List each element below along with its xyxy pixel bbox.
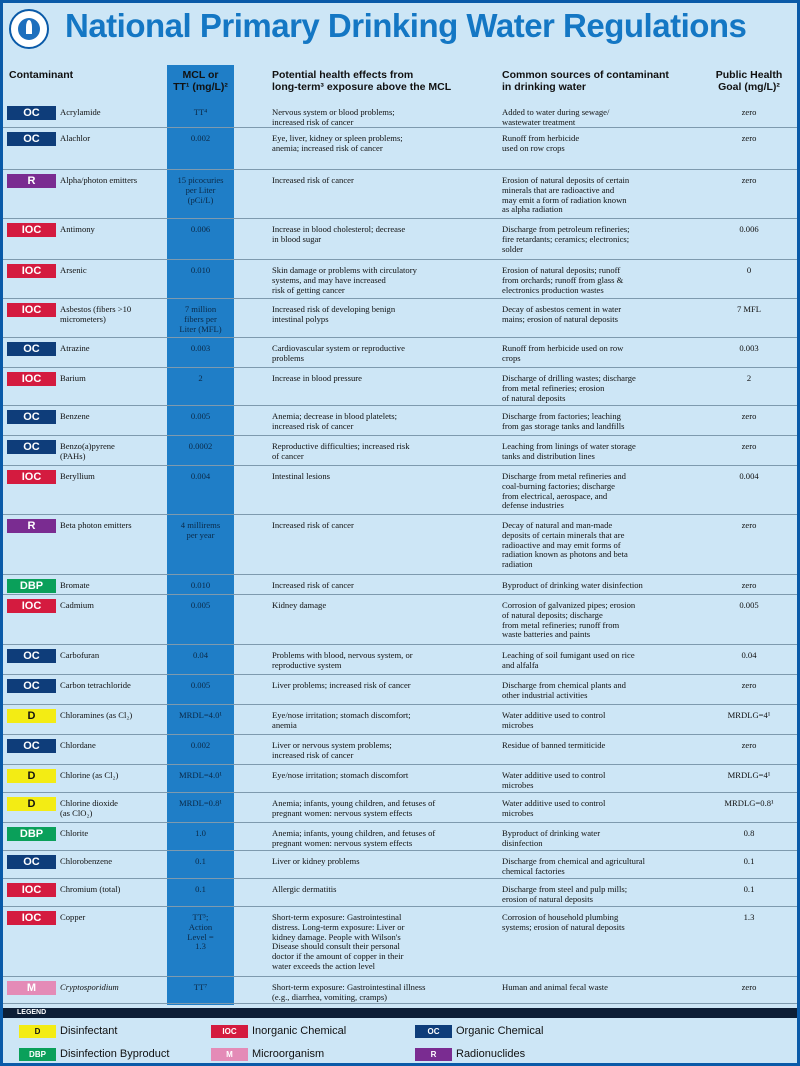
common-sources: Water additive used to control microbes bbox=[502, 798, 606, 818]
mcl-value: 0.010 bbox=[190, 580, 211, 590]
legend-swatch: M bbox=[211, 1048, 248, 1061]
health-effects: Liver problems; increased risk of cancer bbox=[272, 680, 411, 690]
common-sources: Water additive used to control microbes bbox=[502, 710, 606, 730]
health-effects: Kidney damage bbox=[272, 600, 327, 610]
mcl-value: 0.1 bbox=[195, 856, 206, 866]
common-sources: Discharge from steel and pulp mills; erosion of natural deposits bbox=[502, 884, 628, 904]
table-row bbox=[3, 907, 797, 977]
mcl-value: MRDL=4.0¹ bbox=[179, 770, 222, 780]
epa-seal-icon bbox=[9, 9, 49, 49]
legend-label: Microorganism bbox=[252, 1048, 325, 1060]
mcl-value: MRDL=4.0¹ bbox=[179, 710, 222, 720]
poster bbox=[3, 3, 797, 1063]
mcl-value: 0.005 bbox=[190, 680, 211, 690]
contaminant-name: Chromium (total) bbox=[60, 884, 121, 894]
table-row bbox=[3, 299, 797, 338]
category-badge: OC bbox=[7, 440, 56, 454]
category-badge: IOC bbox=[7, 599, 56, 613]
col-header-mcl: MCL or TT¹ (mg/L)² bbox=[173, 69, 228, 93]
health-goal: 7 MFL bbox=[736, 304, 762, 314]
health-goal: zero bbox=[741, 411, 757, 421]
contaminant-name: Cadmium bbox=[60, 600, 94, 610]
health-effects: Problems with blood, nervous system, or reproductive system bbox=[272, 650, 413, 670]
mcl-value: 1.0 bbox=[195, 828, 206, 838]
table-row bbox=[3, 823, 797, 851]
category-badge: IOC bbox=[7, 303, 56, 317]
contaminant-name: Asbestos (fibers >10 micrometers) bbox=[60, 304, 132, 324]
legend-label: Disinfection Byproduct bbox=[60, 1048, 170, 1060]
contaminant-name: Cryptosporidium bbox=[60, 982, 119, 992]
contaminant-name: Bromate bbox=[60, 580, 90, 590]
category-badge: IOC bbox=[7, 223, 56, 237]
category-badge: OC bbox=[7, 132, 56, 146]
legend-label: Radionuclides bbox=[456, 1048, 526, 1060]
common-sources: Decay of natural and man-made deposits of certain minerals that are radioactive and may emit forms of radiation known as photons and beta radiation bbox=[502, 520, 628, 570]
health-effects: Short-term exposure: Gastrointestinal distress. Long-term exposure: Liver or kidney damage. People with Wilson's Disease should consult their personal doctor if the amount of copper in their water exceeds the action level bbox=[272, 912, 405, 971]
health-goal: 0.8 bbox=[743, 828, 755, 838]
health-effects: Skin damage or problems with circulatory systems, and may have increased risk of getting cancer bbox=[272, 265, 417, 295]
health-goal: MRDLG=4¹ bbox=[727, 770, 771, 780]
mcl-value: 0.006 bbox=[190, 224, 211, 234]
page-title: National Primary Drinking Water Regulations bbox=[65, 7, 747, 44]
category-badge: OC bbox=[7, 410, 56, 424]
health-effects: Eye/nose irritation; stomach discomfort bbox=[272, 770, 409, 780]
mcl-value: TT⁷ bbox=[193, 982, 208, 992]
common-sources: Runoff from herbicide used on row crops bbox=[502, 133, 580, 153]
table-row bbox=[3, 466, 797, 515]
contaminant-name: Chlorine (as Cl₂) bbox=[60, 770, 119, 780]
category-badge: DBP bbox=[7, 579, 56, 593]
col-header-goal: Public Health Goal (mg/L)² bbox=[715, 69, 783, 93]
contaminant-name: Acrylamide bbox=[60, 107, 101, 117]
table-row bbox=[3, 406, 797, 436]
table-row bbox=[3, 977, 797, 1004]
table-row bbox=[3, 260, 797, 299]
category-badge: IOC bbox=[7, 372, 56, 386]
health-goal: 0.1 bbox=[743, 856, 755, 866]
common-sources: Runoff from herbicide used on row crops bbox=[502, 343, 624, 363]
health-goal: MRDLG=4¹ bbox=[727, 710, 771, 720]
health-goal: 0.004 bbox=[739, 471, 759, 481]
common-sources: Discharge of drilling wastes; discharge from metal refineries; erosion of natural deposits bbox=[502, 373, 636, 403]
health-goal: zero bbox=[741, 520, 757, 530]
health-effects: Increase in blood pressure bbox=[272, 373, 362, 383]
health-effects: Eye, liver, kidney or spleen problems; anemia; increased risk of cancer bbox=[272, 133, 403, 153]
common-sources: Erosion of natural deposits of certain minerals that are radioactive and may emit a form of radiation known as alpha radiation bbox=[502, 175, 630, 215]
category-badge: D bbox=[7, 797, 56, 811]
category-badge: OC bbox=[7, 106, 56, 120]
mcl-value: TT⁴ bbox=[193, 107, 208, 117]
health-effects: Short-term exposure: Gastrointestinal illness (e.g., diarrhea, vomiting, cramps) bbox=[272, 982, 426, 1002]
health-goal: zero bbox=[741, 107, 757, 117]
health-effects: Reproductive difficulties; increased risk of cancer bbox=[272, 441, 410, 461]
table-row bbox=[3, 128, 797, 170]
health-effects: Anemia; infants, young children, and fetuses of pregnant women: nervous system effects bbox=[272, 798, 436, 818]
table-row bbox=[3, 219, 797, 260]
contaminant-name: Carbon tetrachloride bbox=[60, 680, 131, 690]
mcl-value: 0.005 bbox=[190, 600, 211, 610]
mcl-value: MRDL=0.8¹ bbox=[179, 798, 222, 808]
health-effects: Increased risk of cancer bbox=[272, 520, 354, 530]
mcl-value: 0.04 bbox=[192, 650, 209, 660]
health-goal: 0.005 bbox=[739, 600, 759, 610]
legend-swatch: OC bbox=[415, 1025, 452, 1038]
category-badge: IOC bbox=[7, 470, 56, 484]
table-row bbox=[3, 102, 797, 128]
mcl-value: 0.004 bbox=[190, 471, 211, 481]
health-effects: Nervous system or blood problems; increased risk of cancer bbox=[272, 107, 395, 127]
contaminant-name: Beta photon emitters bbox=[60, 520, 132, 530]
mcl-value: 4 millirems per year bbox=[180, 520, 221, 540]
common-sources: Leaching from linings of water storage tanks and distribution lines bbox=[502, 441, 636, 461]
common-sources: Discharge from petroleum refineries; fire retardants; ceramics; electronics; solder bbox=[502, 224, 630, 254]
contaminant-name: Carbofuran bbox=[60, 650, 100, 660]
health-effects: Eye/nose irritation; stomach discomfort; anemia bbox=[272, 710, 411, 730]
category-badge: OC bbox=[7, 679, 56, 693]
category-badge: D bbox=[7, 709, 56, 723]
common-sources: Erosion of natural deposits; runoff from orchards; runoff from glass & electronics production wastes bbox=[502, 265, 624, 295]
common-sources: Discharge from metal refineries and coal-burning factories; discharge from electrical, aerospace, and defense industries bbox=[502, 471, 626, 511]
health-effects: Intestinal lesions bbox=[272, 471, 330, 481]
common-sources: Discharge from factories; leaching from gas storage tanks and landfills bbox=[502, 411, 625, 431]
mcl-value: 7 million fibers per Liter (MFL) bbox=[179, 304, 222, 334]
table-row bbox=[3, 645, 797, 675]
legend-swatch: R bbox=[415, 1048, 452, 1061]
health-effects: Increased risk of developing benign intestinal polyps bbox=[272, 304, 396, 324]
health-effects: Anemia; decrease in blood platelets; increased risk of cancer bbox=[272, 411, 398, 431]
category-badge: OC bbox=[7, 855, 56, 869]
header bbox=[3, 3, 797, 53]
health-effects: Liver or nervous system problems; increased risk of cancer bbox=[272, 740, 392, 760]
legend-title: LEGEND bbox=[3, 1008, 797, 1018]
health-goal: zero bbox=[741, 740, 757, 750]
health-goal: zero bbox=[741, 441, 757, 451]
mcl-value: 0.002 bbox=[190, 133, 211, 143]
col-header-contaminant: Contaminant bbox=[9, 69, 74, 81]
contaminant-name: Atrazine bbox=[60, 343, 90, 353]
contaminant-name: Chloramines (as Cl₂) bbox=[60, 710, 133, 720]
contaminant-name: Benzene bbox=[60, 411, 90, 421]
common-sources: Residue of banned termiticide bbox=[502, 740, 606, 750]
category-badge: R bbox=[7, 174, 56, 188]
health-goal: zero bbox=[741, 175, 757, 185]
contaminant-name: Alachlor bbox=[60, 133, 91, 143]
health-goal: zero bbox=[741, 133, 757, 143]
contaminant-name: Barium bbox=[60, 373, 86, 383]
common-sources: Leaching of soil fumigant used on rice and alfalfa bbox=[502, 650, 635, 670]
common-sources: Discharge from chemical and agricultural chemical factories bbox=[502, 856, 646, 876]
health-goal: 0.006 bbox=[739, 224, 759, 234]
category-badge: OC bbox=[7, 739, 56, 753]
table-row bbox=[3, 436, 797, 466]
mcl-value: 15 picocuries per Liter (pCi/L) bbox=[177, 175, 224, 205]
legend-swatch: DBP bbox=[19, 1048, 56, 1061]
category-badge: R bbox=[7, 519, 56, 533]
health-effects: Allergic dermatitis bbox=[272, 884, 337, 894]
contaminant-name: Beryllium bbox=[60, 471, 95, 481]
table-row bbox=[3, 170, 797, 219]
legend bbox=[3, 1008, 797, 1063]
contaminant-name: Chlorobenzene bbox=[60, 856, 113, 866]
health-effects: Cardiovascular system or reproductive problems bbox=[272, 343, 405, 363]
mcl-value: 0.002 bbox=[190, 740, 211, 750]
table-row bbox=[3, 879, 797, 907]
health-effects: Increased risk of cancer bbox=[272, 175, 354, 185]
health-effects: Anemia; infants, young children, and fetuses of pregnant women: nervous system effects bbox=[272, 828, 436, 848]
common-sources: Corrosion of galvanized pipes; erosion of natural deposits; discharge from metal refineries; runoff from waste batteries and paints bbox=[502, 600, 636, 640]
common-sources: Human and animal fecal waste bbox=[502, 982, 608, 992]
category-badge: IOC bbox=[7, 883, 56, 897]
category-badge: IOC bbox=[7, 911, 56, 925]
common-sources: Discharge from chemical plants and other industrial activities bbox=[502, 680, 626, 700]
mcl-value: 2 bbox=[198, 373, 203, 383]
mcl-value: 0.1 bbox=[195, 884, 206, 894]
health-goal: 0.003 bbox=[739, 343, 759, 353]
category-badge: M bbox=[7, 981, 56, 995]
contaminant-table bbox=[3, 102, 797, 1004]
health-goal: 0.04 bbox=[741, 650, 757, 660]
table-row bbox=[3, 515, 797, 575]
table-row bbox=[3, 793, 797, 823]
legend-swatch: IOC bbox=[211, 1025, 248, 1038]
contaminant-name: Antimony bbox=[60, 224, 95, 234]
category-badge: OC bbox=[7, 342, 56, 356]
mcl-value: TT⁵; Action Level = 1.3 bbox=[187, 912, 214, 952]
health-goal: zero bbox=[741, 580, 757, 590]
category-badge: D bbox=[7, 769, 56, 783]
health-goal: MRDLG=0.8¹ bbox=[724, 798, 774, 808]
contaminant-name: Chlordane bbox=[60, 740, 96, 750]
legend-label: Disinfectant bbox=[60, 1025, 118, 1037]
mcl-value: 0.010 bbox=[190, 265, 211, 275]
common-sources: Decay of asbestos cement in water mains; erosion of natural deposits bbox=[502, 304, 622, 324]
col-header-effects: Potential health effects from long-term³ exposure above the MCL bbox=[272, 69, 452, 93]
table-row bbox=[3, 675, 797, 705]
mcl-value: 0.005 bbox=[190, 411, 211, 421]
contaminant-name: Alpha/photon emitters bbox=[60, 175, 138, 185]
common-sources: Byproduct of drinking water disinfection bbox=[502, 828, 601, 848]
common-sources: Added to water during sewage/ wastewater treatment bbox=[502, 107, 610, 127]
table-row bbox=[3, 851, 797, 879]
health-goal: 0 bbox=[746, 265, 752, 275]
contaminant-name: Chlorine dioxide (as ClO₂) bbox=[60, 798, 118, 818]
mcl-value: 0.0002 bbox=[188, 441, 213, 451]
category-badge: DBP bbox=[7, 827, 56, 841]
table-row bbox=[3, 735, 797, 765]
contaminant-name: Copper bbox=[60, 912, 86, 922]
health-goal: 0.1 bbox=[743, 884, 755, 894]
contaminant-name: Chlorite bbox=[60, 828, 89, 838]
col-header-sources: Common sources of contaminant in drinking water bbox=[502, 69, 669, 93]
table-row bbox=[3, 595, 797, 645]
health-goal: 2 bbox=[746, 373, 752, 383]
category-badge: OC bbox=[7, 649, 56, 663]
legend-swatch: D bbox=[19, 1025, 56, 1038]
health-goal: zero bbox=[741, 680, 757, 690]
contaminant-name: Benzo(a)pyrene (PAHs) bbox=[60, 441, 115, 461]
table-row bbox=[3, 705, 797, 735]
contaminant-name: Arsenic bbox=[60, 265, 87, 275]
legend-label: Organic Chemical bbox=[456, 1025, 544, 1037]
common-sources: Corrosion of household plumbing systems; erosion of natural deposits bbox=[502, 912, 625, 932]
table-row bbox=[3, 368, 797, 406]
table-row bbox=[3, 765, 797, 793]
common-sources: Water additive used to control microbes bbox=[502, 770, 606, 790]
table-row bbox=[3, 575, 797, 595]
health-effects: Liver or kidney problems bbox=[272, 856, 360, 866]
category-badge: IOC bbox=[7, 264, 56, 278]
table-row bbox=[3, 338, 797, 368]
health-effects: Increase in blood cholesterol; decrease in blood sugar bbox=[272, 224, 406, 244]
common-sources: Byproduct of drinking water disinfection bbox=[502, 580, 643, 590]
health-goal: 1.3 bbox=[743, 912, 755, 922]
legend-label: Inorganic Chemical bbox=[252, 1025, 347, 1037]
health-effects: Increased risk of cancer bbox=[272, 580, 354, 590]
mcl-value: 0.003 bbox=[190, 343, 211, 353]
health-goal: zero bbox=[741, 982, 757, 992]
